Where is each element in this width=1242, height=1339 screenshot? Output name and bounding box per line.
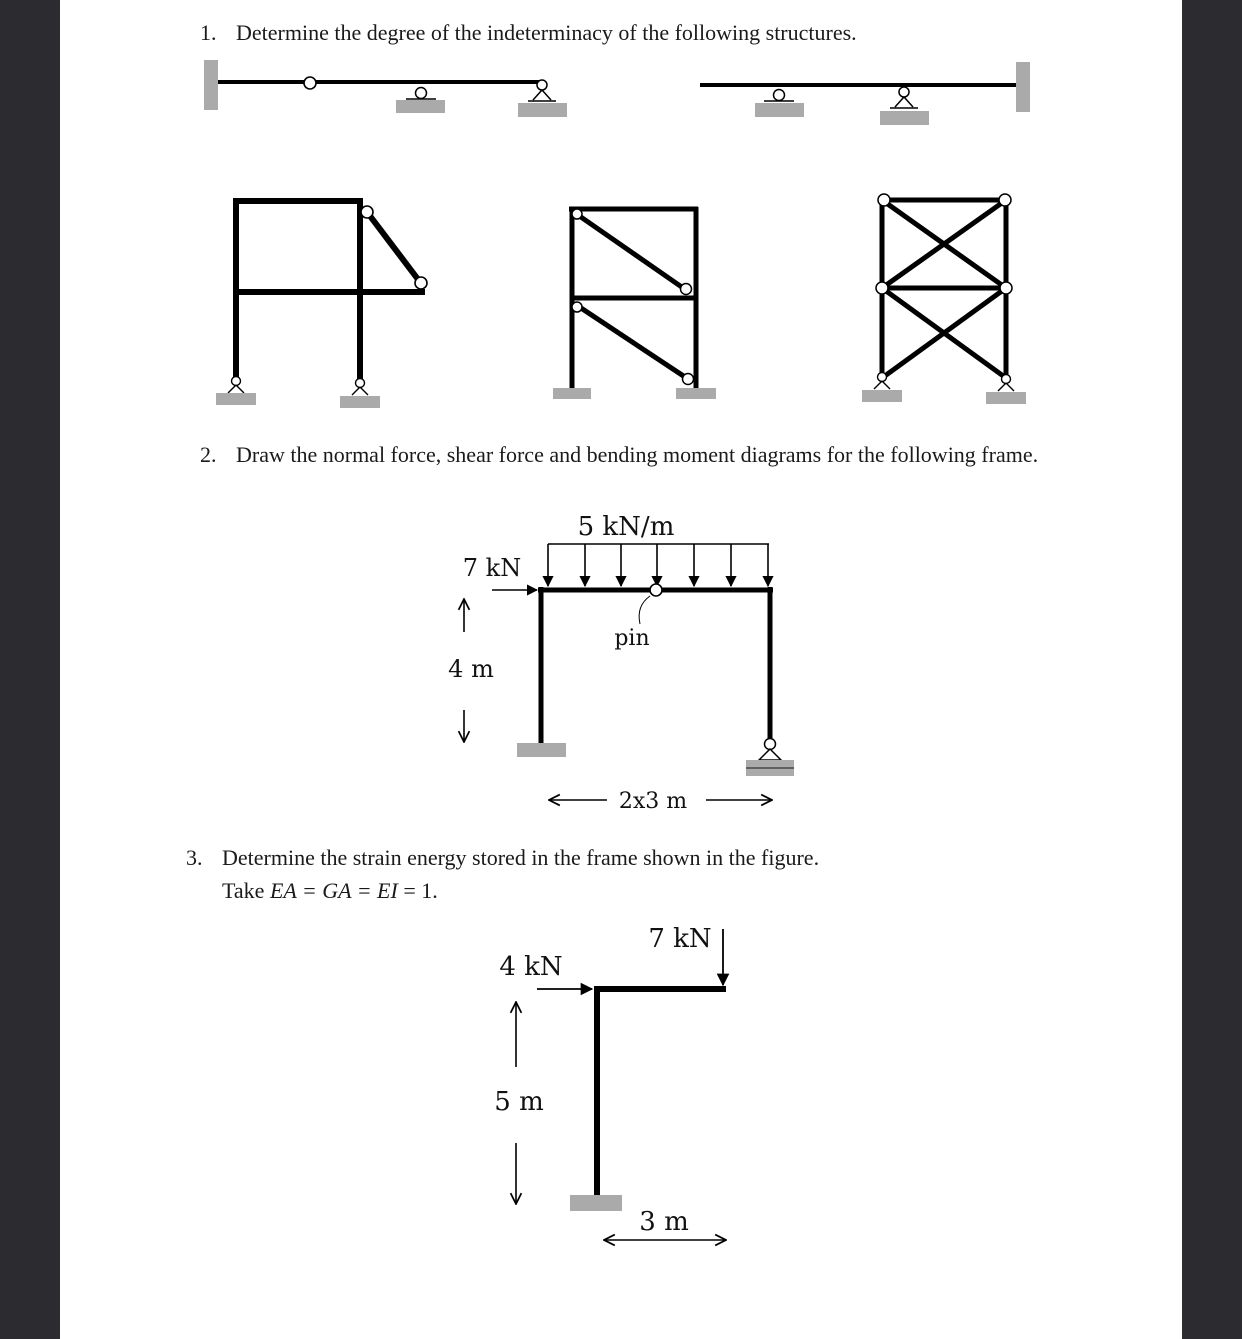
beam-structure-a <box>204 60 567 117</box>
hinge <box>304 77 316 89</box>
roller-support <box>755 90 804 118</box>
hinge <box>681 284 692 295</box>
point-load-label: 7 kN <box>462 554 522 582</box>
pin-support <box>518 80 567 117</box>
pin-support <box>986 375 1026 405</box>
take-label: Take <box>222 878 265 903</box>
stiffness-equation: EA = GA = EI <box>269 878 398 903</box>
frame-structure-e <box>862 194 1026 404</box>
hinge <box>999 194 1011 206</box>
pin-leader <box>639 596 650 624</box>
fixed-support <box>553 388 591 399</box>
pin-support <box>862 373 902 403</box>
vertical-load-label: 7 kN <box>648 924 712 954</box>
fixed-support <box>517 743 566 757</box>
question-2-frame <box>448 512 794 814</box>
roller-support <box>396 88 445 114</box>
span-label: 3 m <box>639 1207 689 1237</box>
stiffness-value: = 1. <box>403 878 438 903</box>
question-text: Determine the degree of the indeterminacy of the following structures. <box>236 20 857 45</box>
hinge <box>415 277 427 289</box>
pin-label: pin <box>614 626 650 651</box>
question-3-frame <box>494 924 726 1240</box>
hinge <box>572 302 582 312</box>
hinge <box>361 206 373 218</box>
fixed-support <box>204 60 218 110</box>
hinge <box>572 209 582 219</box>
question-number: 1. <box>200 20 217 45</box>
pin-hinge <box>650 584 662 596</box>
height-label: 4 m <box>448 655 494 683</box>
hinge <box>683 374 694 385</box>
fixed-support <box>570 1195 622 1211</box>
horizontal-load-label: 4 kN <box>499 952 563 982</box>
question-text: Determine the strain energy stored in the frame shown in the figure. <box>222 845 820 870</box>
fixed-support <box>1016 62 1030 112</box>
question-text: Draw the normal force, shear force and bending moment diagrams for the following frame. <box>236 442 1039 467</box>
frame-structure-d <box>553 207 716 399</box>
hinge <box>1000 282 1012 294</box>
document-page <box>60 0 1182 1339</box>
figures-canvas <box>60 0 1182 1339</box>
span-label: 2x3 m <box>618 789 688 814</box>
pin-support <box>216 377 256 406</box>
distributed-load <box>548 544 769 586</box>
hinge <box>878 194 890 206</box>
fixed-support <box>676 388 716 399</box>
frame-structure-c <box>216 198 427 408</box>
beam-structure-b <box>700 62 1030 125</box>
pin-support <box>880 87 929 125</box>
height-label: 5 m <box>494 1087 544 1117</box>
question-number: 3. <box>186 845 203 870</box>
pin-support <box>340 379 380 409</box>
hinge <box>876 282 888 294</box>
udl-label: 5 kN/m <box>577 512 675 542</box>
question-number: 2. <box>200 442 217 467</box>
pin-support <box>746 739 794 777</box>
